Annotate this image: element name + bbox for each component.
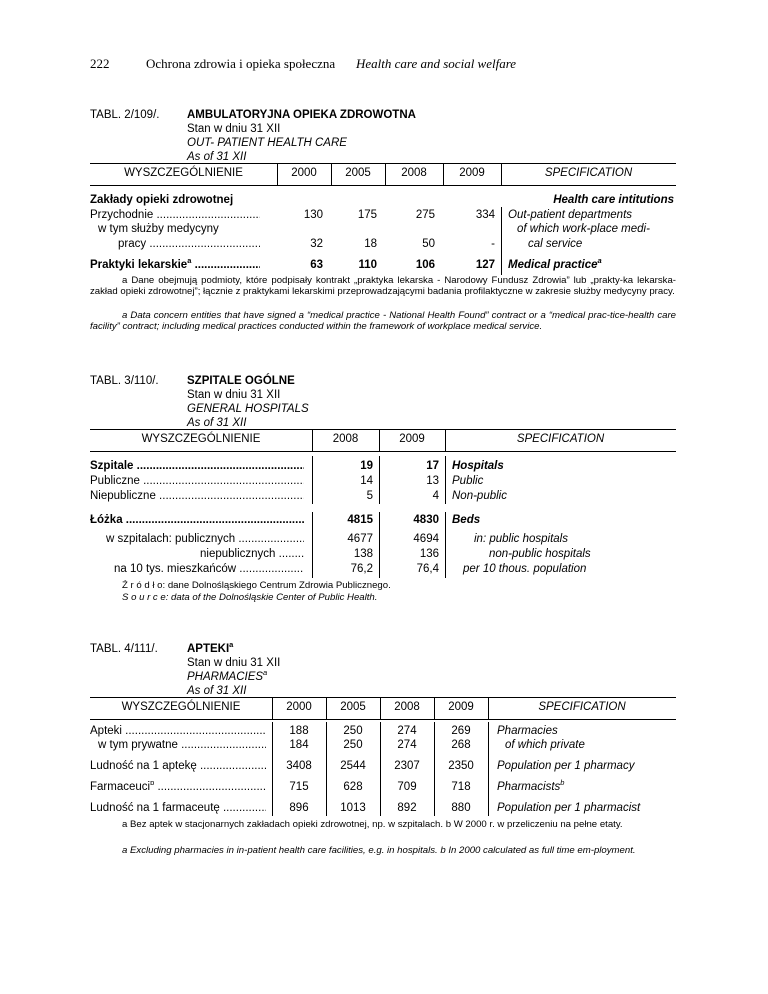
t2-row-en: cal service	[528, 238, 583, 250]
t4-cell: 274	[397, 725, 417, 737]
t3-subtitle: Stan w dniu 31 XII	[187, 389, 281, 401]
t2-note-en: a Data concern entities that have signed a “medical practice - National Health Found” contract or a “medical prac-tice-health care facility” contract; including medical practices conducted within the framework of workplace medical service.	[90, 310, 676, 332]
t2-label: TABL. 2/109/.	[90, 109, 160, 121]
t2-cell: 334	[475, 209, 495, 221]
t4-row-label: w tym prywatne .....	[98, 739, 266, 751]
t3-row-label: na 10 tys. mieszkańców .....	[114, 563, 304, 575]
t3-col-spec-en: SPECIFICATION	[516, 433, 605, 445]
t4-col-year: 2000	[286, 701, 312, 713]
t3-row-en: Beds	[452, 514, 481, 526]
t4-cell: 1013	[340, 802, 366, 814]
t3-cell: 17	[426, 460, 439, 472]
t2-title: AMBULATORYJNA OPIEKA ZDROWOTNA	[187, 109, 416, 121]
t3-row-label: Szpitale .....	[90, 460, 304, 472]
t4-subtitle-en: As of 31 XII	[187, 685, 247, 697]
t3-row-label: Niepubliczne .....	[90, 490, 304, 502]
t3-row-label: niepublicznych .....	[200, 548, 304, 560]
t2-title-en: OUT- PATIENT HEALTH CARE	[187, 137, 347, 149]
t4-cell: 2350	[448, 760, 474, 772]
t4-cell: 709	[397, 781, 417, 793]
t3-subtitle-en: As of 31 XII	[187, 417, 247, 429]
t3-cell: 5	[366, 490, 373, 502]
t2-row-label: pracy .....	[118, 238, 260, 250]
t3-title-en: GENERAL HOSPITALS	[187, 403, 309, 415]
t3-cell: 4830	[413, 514, 439, 526]
t4-row-label: Ludność na 1 farmaceutę .....	[90, 802, 266, 814]
t2-section-pl: Zakłady opieki zdrowotnej	[90, 194, 234, 206]
t4-row-label: Apteki .....	[90, 725, 266, 737]
t3-cell: 14	[360, 475, 373, 487]
t2-row-label: Praktyki lekarskie$^a$ .....	[90, 259, 260, 271]
t3-cell: 4694	[413, 533, 439, 545]
t3-row-label: w szpitalach: publicznych .....	[106, 533, 304, 545]
t4-row-en: Pharmacies	[497, 725, 558, 737]
header-title-en: Health care and social welfare	[356, 56, 517, 71]
t4-cell: 896	[289, 802, 309, 814]
t4-col-year: 2008	[394, 701, 420, 713]
t3-cell: 4	[432, 490, 439, 502]
t2-cell: 130	[303, 209, 323, 221]
t2-cell: 110	[358, 259, 377, 271]
t4-cell: 892	[397, 802, 417, 814]
t3-row-en: Public	[452, 475, 484, 487]
t4-col-year: 2009	[448, 701, 474, 713]
t4-cell: 250	[343, 739, 363, 751]
t3-cell: 13	[426, 475, 439, 487]
t4-col-year: 2005	[340, 701, 366, 713]
t2-col-year: 2008	[401, 167, 427, 179]
t4-note-en: a Excluding pharmacies in in-patient health care facilities, e.g. in hospitals. b In 2000 calculated as full time em-ployment.	[122, 845, 636, 856]
t4-subtitle: Stan w dniu 31 XII	[187, 657, 281, 669]
t2-cell: 275	[415, 209, 435, 221]
t3-col-spec: WYSZCZEGÓLNIENIE	[141, 433, 261, 445]
t3-row-en: per 10 thous. population	[463, 563, 587, 575]
t4-row-label: Ludność na 1 aptekę .....	[90, 760, 266, 772]
t3-title: SZPITALE OGÓLNE	[187, 375, 295, 387]
t2-col-year: 2009	[459, 167, 485, 179]
t3-col-year: 2009	[399, 433, 425, 445]
t3-cell: 138	[353, 548, 373, 560]
t4-title-en: PHARMACIES$^a$	[187, 668, 268, 683]
t3-cell: 76,4	[416, 563, 439, 575]
t4-cell: 269	[451, 725, 471, 737]
t3-cell: 19	[360, 460, 373, 472]
t4-title: APTEKI$^a$	[187, 640, 234, 655]
t4-label: TABL. 4/111/.	[90, 643, 158, 655]
t2-cell: 63	[310, 259, 323, 271]
t4-cell: 274	[397, 739, 417, 751]
t4-cell: 3408	[286, 760, 312, 772]
t4-col-spec: WYSZCZEGÓLNIENIE	[121, 701, 241, 713]
t4-cell: 880	[451, 802, 471, 814]
t2-row-en: Out-patient departments	[508, 209, 633, 221]
t2-subtitle-en: As of 31 XII	[187, 151, 247, 163]
t3-cell: 136	[419, 548, 439, 560]
t3-source-pl: Ź r ó d ł o: dane Dolnośląskiego Centrum Zdrowia Publicznego.	[122, 580, 391, 591]
t2-row-label: w tym służby medycyny	[98, 223, 219, 235]
t3-row-label: Publiczne .....	[90, 475, 304, 487]
t2-cell: 32	[310, 238, 323, 250]
t2-col-year: 2000	[291, 167, 317, 179]
t2-cell: 175	[357, 209, 377, 221]
t4-row-label: Farmaceuci$^b$ .....	[90, 781, 266, 793]
t2-col-spec: WYSZCZEGÓLNIENIE	[124, 167, 243, 179]
t4-cell: 268	[451, 739, 471, 751]
t4-cell: 188	[289, 725, 309, 737]
page-number: 222	[90, 56, 110, 71]
t2-cell: 50	[422, 238, 435, 250]
t3-row-en: in: public hospitals	[474, 533, 568, 545]
t2-cell: -	[491, 238, 495, 250]
t2-note-pl: a Dane obejmują podmioty, które podpisały kontrakt „praktyka lekarska - Narodowy Fundusz Zdrowia” lub „prakty-ka lekarska-zakład opieki zdrowotnej”; łącznie z praktykami lekarskimi przeprowadzającymi badania profilaktyczne w zakresie służby medycyny pracy.	[90, 275, 676, 297]
t4-row-en: of which private	[505, 739, 585, 751]
t3-col-year: 2008	[332, 433, 359, 445]
t4-note-pl: a Bez aptek w stacjonarnych zakładach opieki zdrowotnej, np. w szpitalach. b W 2000 r. w przeliczeniu na pełne etaty.	[122, 819, 623, 830]
t4-cell: 628	[343, 781, 363, 793]
t3-cell: 76,2	[350, 563, 373, 575]
t4-cell: 2307	[394, 760, 420, 772]
t4-row-en: Population per 1 pharmacy	[497, 760, 635, 772]
t3-row-label: Łóżka .....	[90, 514, 304, 526]
t3-row-en: Non-public	[452, 490, 507, 502]
t4-col-spec-en: SPECIFICATION	[538, 701, 626, 713]
t2-subtitle: Stan w dniu 31 XII	[187, 123, 281, 135]
t2-cell: 18	[364, 238, 377, 250]
t4-cell: 715	[289, 781, 309, 793]
t2-cell: 106	[415, 259, 435, 271]
t4-row-en: Pharmacists$^b$	[497, 778, 565, 793]
t3-row-en: non-public hospitals	[489, 548, 591, 560]
header-title-pl: Ochrona zdrowia i opieka społeczna	[146, 56, 336, 71]
t4-cell: 718	[451, 781, 471, 793]
t2-row-label: Przychodnie .....	[90, 209, 260, 221]
t2-col-spec-en: SPECIFICATION	[544, 167, 633, 179]
t2-col-year: 2005	[345, 167, 371, 179]
t2-row-en: Medical practice$^a$	[508, 256, 602, 271]
t4-cell: 250	[343, 725, 363, 737]
t2-section-en: Health care intitutions	[553, 194, 674, 206]
t4-cell: 184	[289, 739, 309, 751]
t2-row-en: of which work-place medi-	[517, 223, 650, 235]
t3-source-en: S o u r c e: data of the Dolnośląskie Center of Public Health.	[122, 592, 378, 603]
t3-label: TABL. 3/110/.	[90, 375, 159, 387]
t3-cell: 4677	[347, 533, 373, 545]
t3-cell: 4815	[347, 514, 373, 526]
t4-cell: 2544	[340, 760, 366, 772]
t4-row-en: Population per 1 pharmacist	[497, 802, 641, 814]
t2-cell: 127	[475, 259, 495, 271]
t3-row-en: Hospitals	[452, 460, 504, 472]
